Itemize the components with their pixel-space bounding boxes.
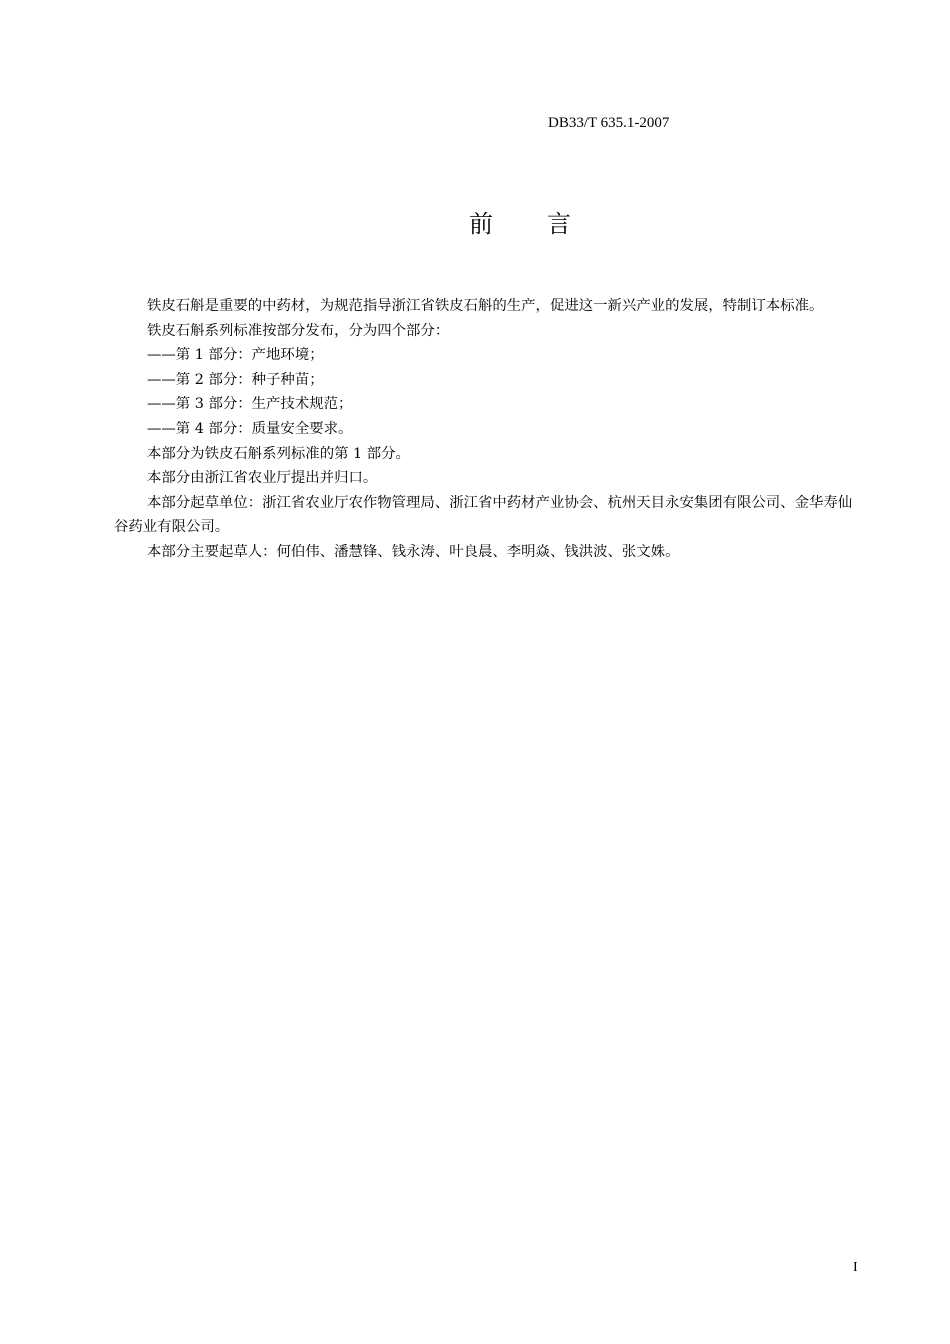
page-title — [0, 208, 950, 240]
page-number: I — [853, 1260, 858, 1275]
paragraph-purpose: 铁皮石斛是重要的中药材，为规范指导浙江省铁皮石斛的生产，促进这一新兴产业的发展，特制订本标准。 — [147, 298, 824, 314]
list-item-part-1: ——第 1 部分：产地环境； — [147, 347, 324, 364]
paragraph-this-part: 本部分为铁皮石斛系列标准的第 1 部分。 — [147, 445, 410, 462]
title-char-2: 言 — [547, 210, 571, 238]
list-item-part-3: ——第 3 部分：生产技术规范； — [147, 396, 353, 413]
foreword-body — [114, 294, 866, 565]
list-item-part-4: ——第 4 部分：质量安全要求。 — [147, 420, 353, 437]
paragraph-drafting-units: 本部分起草单位：浙江省农业厅农作物管理局、浙江省中药材产业协会、杭州天目永安集团有限公司、金华寿仙谷药业有限公司。 — [114, 494, 853, 536]
title-char-1: 前 — [469, 210, 493, 238]
paragraph-proposer: 本部分由浙江省农业厅提出并归口。 — [147, 470, 378, 487]
standard-code: DB33/T 635.1-2007 — [548, 115, 670, 131]
paragraph-drafters: 本部分主要起草人：何伯伟、潘慧锋、钱永涛、叶良晨、李明焱、钱洪波、张文姝。 — [147, 543, 680, 560]
list-item-part-2: ——第 2 部分：种子种苗； — [147, 371, 324, 388]
paragraph-series-intro: 铁皮石斛系列标准按部分发布，分为四个部分： — [147, 322, 450, 339]
